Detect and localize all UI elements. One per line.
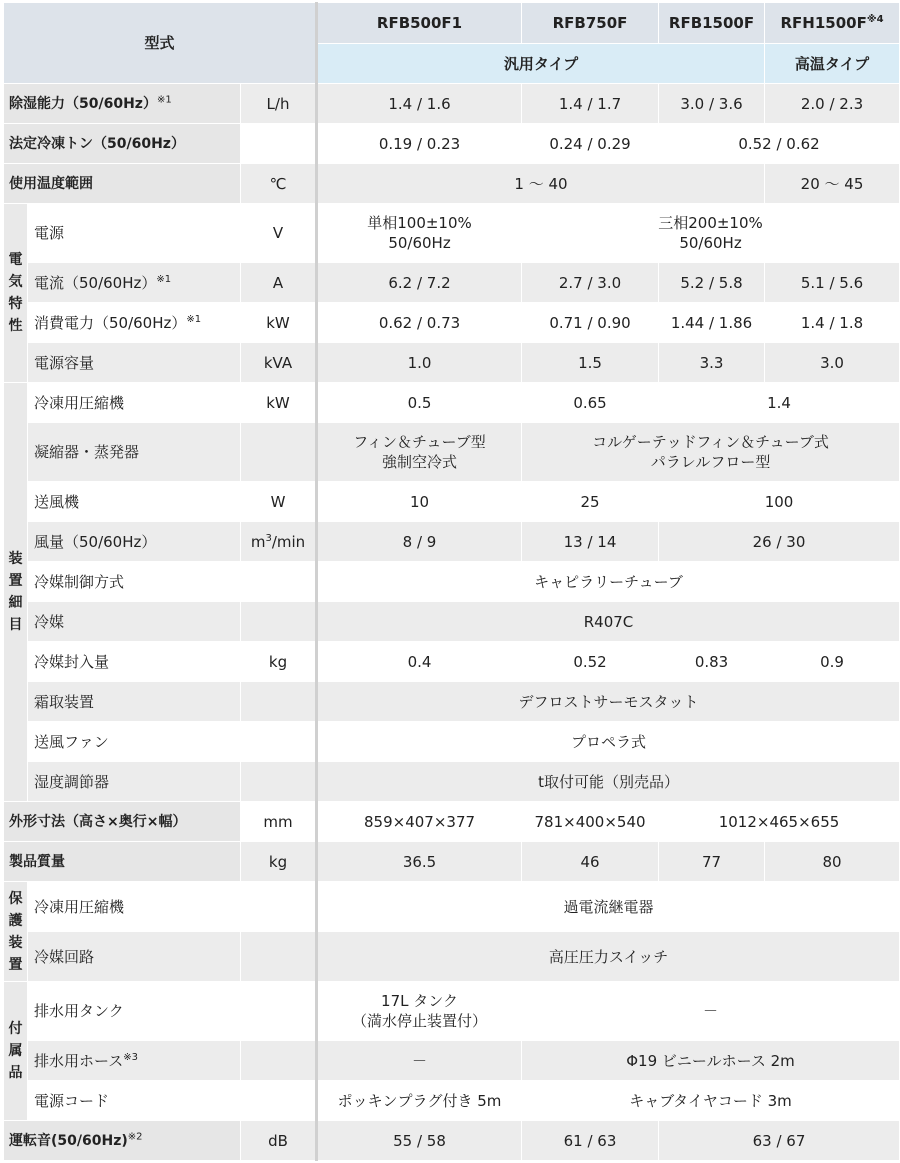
- value-cell: R407C: [317, 602, 900, 642]
- table-row: [4, 562, 900, 602]
- value-cell: 10: [317, 482, 522, 522]
- table-row: [4, 84, 900, 124]
- value-cell: 6.2 / 7.2: [317, 263, 522, 303]
- value-cell: 0.71 / 0.90: [522, 303, 659, 343]
- unit-cell: kW: [241, 383, 317, 423]
- value-cell: 2.0 / 2.3: [765, 84, 900, 124]
- value-cell: 0.83: [659, 642, 765, 682]
- table-row: [4, 602, 900, 642]
- table-row: [4, 762, 900, 802]
- unit-cell: [241, 1081, 317, 1121]
- value-cell: 46: [522, 842, 659, 882]
- row-label: 凝縮器・蒸発器: [28, 423, 241, 482]
- value-cell: 1.4: [659, 383, 900, 423]
- row-label: 電源容量: [28, 343, 241, 383]
- row-label: 運転音$(50/60Hz)^{※2}$: [4, 1121, 241, 1161]
- table-row: [4, 1081, 900, 1121]
- unit-cell: A: [241, 263, 317, 303]
- value-cell: 36.5: [317, 842, 522, 882]
- row-label: 冷媒制御方式: [28, 562, 241, 602]
- table-row: [4, 383, 900, 423]
- table-row: [4, 722, 900, 762]
- unit-cell: [241, 722, 317, 762]
- unit-cell: dB: [241, 1121, 317, 1161]
- row-label: 法定冷凍トン（50/60Hz）: [4, 124, 241, 164]
- value-cell: 80: [765, 842, 900, 882]
- unit-cell: [241, 562, 317, 602]
- unit-cell: ℃: [241, 164, 317, 204]
- unit-cell: [241, 982, 317, 1041]
- value-cell: 1.4 / 1.7: [522, 84, 659, 124]
- row-label: 電源: [28, 204, 241, 263]
- value-cell: 高圧圧力スイッチ: [317, 932, 900, 982]
- spec-table: [3, 2, 900, 1161]
- table-row: [4, 802, 900, 842]
- row-label: 送風機: [28, 482, 241, 522]
- unit-cell: V: [241, 204, 317, 263]
- value-cell: 0.24 / 0.29: [522, 124, 659, 164]
- model-name: RFH1500F: [780, 14, 867, 32]
- table-row: [4, 124, 900, 164]
- row-label: 消費電力$(50/60Hz)^{※1}$: [28, 303, 241, 343]
- value-cell: 20 ～ 45: [765, 164, 900, 204]
- row-label: 送風ファン: [28, 722, 241, 762]
- value-cell: 0.52 / 0.62: [659, 124, 900, 164]
- value-cell: 3.3: [659, 343, 765, 383]
- value-cell: 1.0: [317, 343, 522, 383]
- table-row: [4, 204, 900, 263]
- row-label: 除湿能力$(50/60Hz)^{※1}$: [4, 84, 241, 124]
- table-row: [4, 482, 900, 522]
- value-cell: 3.0 / 3.6: [659, 84, 765, 124]
- model-note: ※4: [866, 14, 884, 25]
- model-header: RFB500F1: [317, 3, 522, 44]
- value-cell: 三相200±10% 50/60Hz: [522, 204, 900, 263]
- value-cell: 1012×465×655: [659, 802, 900, 842]
- unit-cell: [241, 423, 317, 482]
- row-label: 電源コード: [28, 1081, 241, 1121]
- table-row: [4, 1121, 900, 1161]
- row-label: 冷媒: [28, 602, 241, 642]
- value-cell: コルゲーテッドフィン＆チューブ式 パラレルフロー型: [522, 423, 900, 482]
- group-label-equipment: 装 置 細 目: [4, 383, 28, 802]
- unit-cell: [241, 882, 317, 932]
- value-cell: デフロストサーモスタット: [317, 682, 900, 722]
- model-header: [765, 3, 900, 44]
- general-type-label: 汎用タイプ: [317, 44, 765, 84]
- value-cell: 26 / 30: [659, 522, 900, 562]
- table-row: [4, 882, 900, 932]
- group-label-electrical: 電 気 特 性: [4, 204, 28, 383]
- value-cell: 0.65: [522, 383, 659, 423]
- value-cell: t取付可能（別売品）: [317, 762, 900, 802]
- row-label: 排水用タンク: [28, 982, 241, 1041]
- value-cell: 1.5: [522, 343, 659, 383]
- table-row: [4, 423, 900, 482]
- row-label: 外形寸法（高さ×奥行×幅）: [4, 802, 241, 842]
- value-cell: 8 / 9: [317, 522, 522, 562]
- row-label: 冷凍用圧縮機: [28, 383, 241, 423]
- table-row: [4, 263, 900, 303]
- value-cell: 1.44 / 1.86: [659, 303, 765, 343]
- value-cell: －: [522, 982, 900, 1041]
- table-row: [4, 343, 900, 383]
- value-cell: 1.4 / 1.8: [765, 303, 900, 343]
- row-label: 湿度調節器: [28, 762, 241, 802]
- table-row: [4, 642, 900, 682]
- value-cell: 17L タンク （満水停止装置付）: [317, 982, 522, 1041]
- value-cell: 25: [522, 482, 659, 522]
- value-cell: 55 / 58: [317, 1121, 522, 1161]
- unit-cell: kW: [241, 303, 317, 343]
- row-label: 冷媒回路: [28, 932, 241, 982]
- unit-cell: [241, 1041, 317, 1081]
- row-label: 冷媒封入量: [28, 642, 241, 682]
- value-cell: 0.4: [317, 642, 522, 682]
- unit-cell: kg: [241, 642, 317, 682]
- table-row: [4, 932, 900, 982]
- value-cell: 単相100±10% 50/60Hz: [317, 204, 522, 263]
- table-row: [4, 682, 900, 722]
- unit-cell: mm: [241, 802, 317, 842]
- table-row: [4, 303, 900, 343]
- value-cell: 61 / 63: [522, 1121, 659, 1161]
- high-temp-type-label: 高温タイプ: [765, 44, 900, 84]
- value-cell: 0.9: [765, 642, 900, 682]
- row-label: 製品質量: [4, 842, 241, 882]
- value-cell: 0.5: [317, 383, 522, 423]
- value-cell: 0.52: [522, 642, 659, 682]
- value-cell: 5.1 / 5.6: [765, 263, 900, 303]
- table-row: [4, 982, 900, 1041]
- value-cell: 3.0: [765, 343, 900, 383]
- value-cell: 0.62 / 0.73: [317, 303, 522, 343]
- table-row: [4, 164, 900, 204]
- type-label: 型式: [4, 3, 317, 84]
- table-row: [4, 522, 900, 562]
- unit-cell: [241, 602, 317, 642]
- value-cell: 13 / 14: [522, 522, 659, 562]
- value-cell: 過電流継電器: [317, 882, 900, 932]
- unit-cell: [241, 682, 317, 722]
- row-label: 風量（50/60Hz）: [28, 522, 241, 562]
- table-row: [4, 842, 900, 882]
- unit-cell: W: [241, 482, 317, 522]
- value-cell: 100: [659, 482, 900, 522]
- row-label: 霜取装置: [28, 682, 241, 722]
- row-label: 冷凍用圧縮機: [28, 882, 241, 932]
- unit-cell: [241, 762, 317, 802]
- value-cell: キャブタイヤコード 3m: [522, 1081, 900, 1121]
- value-cell: 1 ～ 40: [317, 164, 765, 204]
- group-label-protection: 保 護 装 置: [4, 882, 28, 982]
- value-cell: 781×400×540: [522, 802, 659, 842]
- value-cell: フィン＆チューブ型 強制空冷式: [317, 423, 522, 482]
- value-cell: ポッキンプラグ付き 5m: [317, 1081, 522, 1121]
- value-cell: －: [317, 1041, 522, 1081]
- model-header: RFB1500F: [659, 3, 765, 44]
- value-cell: キャピラリーチューブ: [317, 562, 900, 602]
- model-header: RFB750F: [522, 3, 659, 44]
- row-label: 排水用ホース$^{※3}$: [28, 1041, 241, 1081]
- group-label-accessories: 付 属 品: [4, 982, 28, 1121]
- value-cell: 1.4 / 1.6: [317, 84, 522, 124]
- value-cell: 5.2 / 5.8: [659, 263, 765, 303]
- table-row: [4, 1041, 900, 1081]
- value-cell: 63 / 67: [659, 1121, 900, 1161]
- unit-cell: [241, 932, 317, 982]
- value-cell: 0.19 / 0.23: [317, 124, 522, 164]
- unit-cell: L/h: [241, 84, 317, 124]
- row-label: 電流$(50/60Hz)^{※1}$: [28, 263, 241, 303]
- value-cell: プロペラ式: [317, 722, 900, 762]
- unit-cell: $m^3/\min$: [241, 522, 317, 562]
- unit-cell: [241, 124, 317, 164]
- value-cell: 2.7 / 3.0: [522, 263, 659, 303]
- unit-cell: kg: [241, 842, 317, 882]
- unit-cell: kVA: [241, 343, 317, 383]
- value-cell: 859×407×377: [317, 802, 522, 842]
- value-cell: 77: [659, 842, 765, 882]
- value-cell: Φ19 ビニールホース 2m: [522, 1041, 900, 1081]
- row-label: 使用温度範囲: [4, 164, 241, 204]
